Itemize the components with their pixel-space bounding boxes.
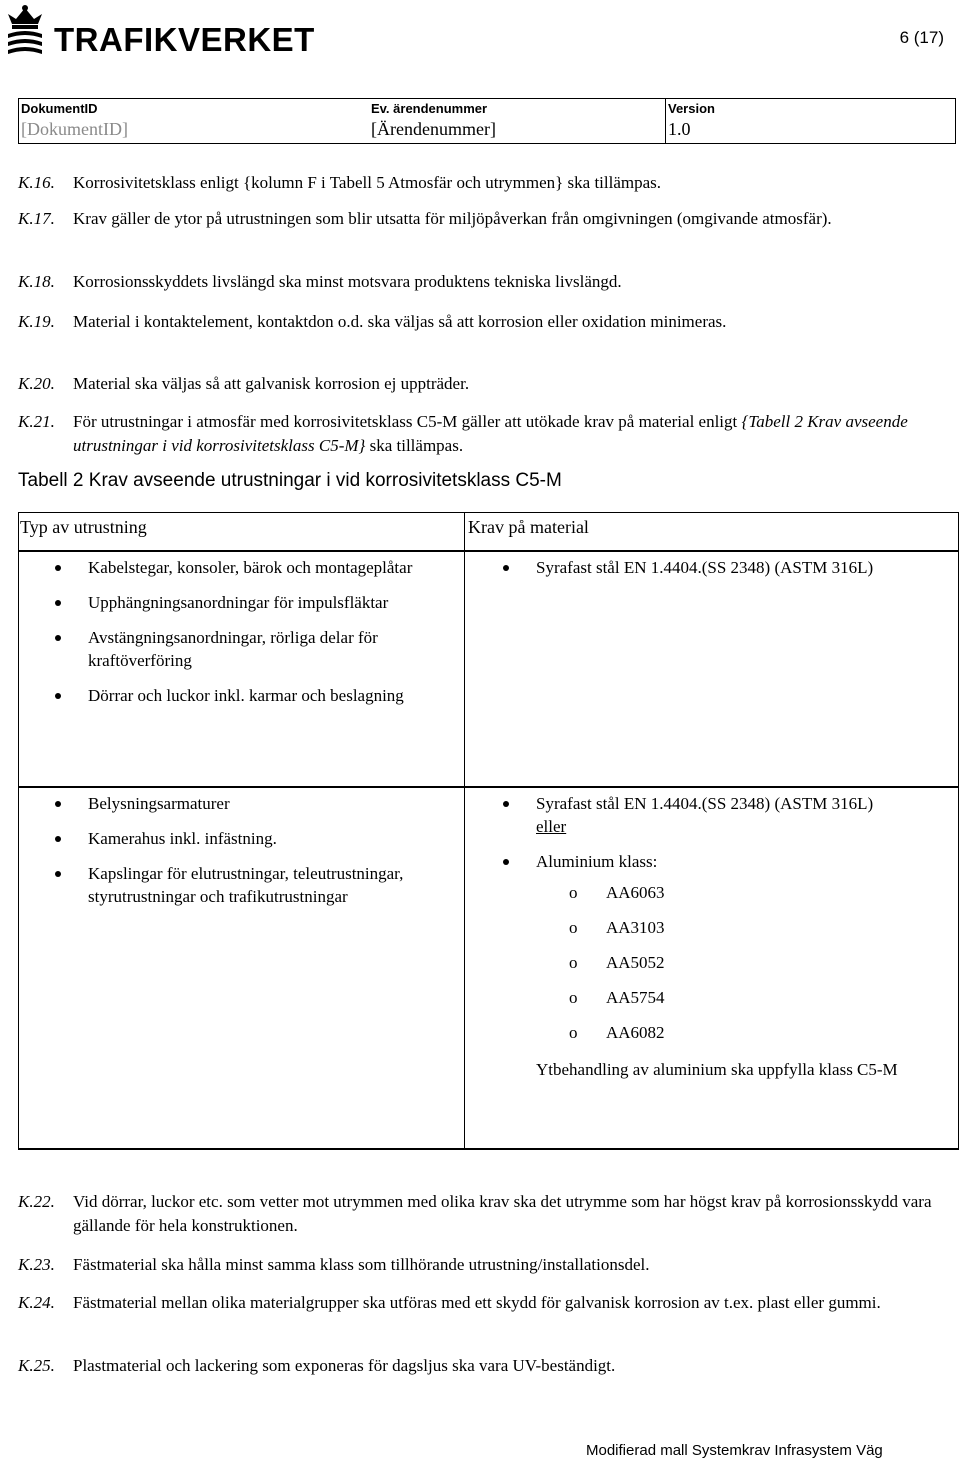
meta-version <box>665 99 956 143</box>
requirement-number: K.16. <box>18 173 55 192</box>
list-item: o AA3103 <box>569 918 665 937</box>
list-item: Kamerahus inkl. infästning. <box>18 827 464 850</box>
requirement-text: Plastmaterial och lackering som exponeras för dagsljus ska vara UV-beständigt. <box>73 1356 616 1375</box>
meta-doc-id-value: [DokumentID] <box>21 119 128 139</box>
requirement-number: K.24. <box>18 1293 55 1312</box>
bullet-icon <box>55 836 61 842</box>
surface-treatment-note: Ytbehandling av aluminium ska uppfylla klass C5-M <box>536 1060 898 1079</box>
bullet-icon <box>55 871 61 877</box>
requirement-number: K.20. <box>18 374 55 393</box>
row2-equipment-list <box>18 792 464 920</box>
meta-case-value: [Ärendenummer] <box>371 119 496 139</box>
row1-equipment-list <box>18 556 464 719</box>
list-item: Kabelstegar, konsoler, bärok och montageplåtar <box>18 556 464 579</box>
requirement-text: Fästmaterial ska hålla minst samma klass som tillhörande utrustning/installationsdel. <box>73 1255 650 1274</box>
column-header-equipment: Typ av utrustning <box>20 517 147 537</box>
requirement-text-part: ska tillämpas. <box>365 436 464 455</box>
material-requirements-table <box>18 512 959 1150</box>
trafikverket-logo <box>4 4 315 60</box>
list-item: o AA6082 <box>569 1023 665 1042</box>
requirement-number: K.18. <box>18 272 55 291</box>
requirement-number: K.25. <box>18 1356 55 1375</box>
meta-case-label: Ev. ärendenummer <box>371 101 488 116</box>
requirement-text: Vid dörrar, luckor etc. som vetter mot utrymmen med olika krav ska det utrymme som har högst krav på korrosionsskydd vara gällande för hela konstruktionen. <box>73 1192 932 1235</box>
meta-doc-id <box>19 99 369 143</box>
requirement-text: Krav gäller de ytor på utrustningen som blir utsatta för miljöpåverkan från omgivningen (omgivande atmosfär). <box>73 209 832 228</box>
list-item: Aluminium klass: o AA6063 o AA3103 o AA5052 o AA5754 o AA6082 <box>466 850 956 1044</box>
requirement-k18 <box>18 270 938 294</box>
row2-material-list <box>466 792 956 1056</box>
requirement-text-part: För utrustningar i atmosfär med korrosivitetsklass C5-M gäller att utökade krav på material enligt <box>73 412 742 431</box>
list-item: o AA5052 <box>569 953 665 972</box>
bullet-icon <box>55 801 61 807</box>
requirement-k22 <box>18 1190 938 1238</box>
row1-material-list <box>466 556 956 591</box>
bullet-icon <box>55 600 61 606</box>
bullet-icon <box>55 565 61 571</box>
table-caption: Tabell 2 Krav avseende utrustningar i vid korrosivitetsklass C5-M <box>18 470 562 491</box>
list-item: o AA5754 <box>569 988 665 1007</box>
requirement-k21 <box>18 410 938 458</box>
aluminium-class-list <box>536 881 956 1044</box>
logo-wordmark: TRAFIKVERKET <box>54 21 315 58</box>
list-item: Syrafast stål EN 1.4404.(SS 2348) (ASTM 316L) <box>466 556 956 579</box>
meta-version-label: Version <box>668 101 715 116</box>
footer-template-name: Modifierad mall Systemkrav Infrasystem Väg <box>586 1442 883 1459</box>
list-item: o AA6063 <box>569 883 665 902</box>
list-item: Syrafast stål EN 1.4404.(SS 2348) (ASTM 316L) eller <box>466 792 956 838</box>
requirement-text: Korrosionsskyddets livslängd ska minst motsvara produktens tekniska livslängd. <box>73 272 622 291</box>
circle-bullet-icon: o <box>569 953 578 972</box>
requirement-text <box>73 410 938 458</box>
circle-bullet-icon: o <box>569 988 578 1007</box>
requirement-k23 <box>18 1253 938 1277</box>
requirement-text: Fästmaterial mellan olika materialgrupper ska utföras med ett skydd för galvanisk korrosion av t.ex. plast eller gummi. <box>73 1293 881 1312</box>
meta-version-value: 1.0 <box>668 119 691 139</box>
requirement-number: K.21. <box>18 412 55 431</box>
list-item: Avstängningsanordningar, rörliga delar för kraftöverföring <box>18 626 464 672</box>
requirement-text: Material i kontaktelement, kontaktdon o.d. ska väljas så att korrosion eller oxidation minimeras. <box>73 312 727 331</box>
document-meta-table <box>18 98 956 144</box>
requirement-number: K.22. <box>18 1192 55 1211</box>
requirement-number: K.23. <box>18 1255 55 1274</box>
requirement-k17 <box>18 207 938 231</box>
bullet-icon <box>503 565 509 571</box>
list-item: Dörrar och luckor inkl. karmar och beslagning <box>18 684 464 707</box>
list-item: Kapslingar för elutrustningar, teleutrustningar, styrutrustningar och trafikutrustningar <box>18 862 464 908</box>
or-label: eller <box>536 817 567 836</box>
bullet-icon <box>55 635 61 641</box>
bullet-icon <box>55 693 61 699</box>
list-item: Belysningsarmaturer <box>18 792 464 815</box>
requirement-k24 <box>18 1291 938 1315</box>
list-item: Upphängningsanordningar för impulsfläktar <box>18 591 464 614</box>
requirement-k16 <box>18 171 938 195</box>
bullet-icon <box>503 801 509 807</box>
page-number: 6 (17) <box>899 28 944 47</box>
requirement-k19 <box>18 310 938 334</box>
requirement-text: Material ska väljas så att galvanisk korrosion ej uppträder. <box>73 374 470 393</box>
circle-bullet-icon: o <box>569 918 578 937</box>
column-header-material: Krav på material <box>468 517 589 537</box>
meta-case-number <box>369 99 666 143</box>
requirement-number: K.17. <box>18 209 55 228</box>
circle-bullet-icon: o <box>569 1023 578 1042</box>
circle-bullet-icon: o <box>569 883 578 902</box>
requirement-k20 <box>18 372 938 396</box>
requirement-k25 <box>18 1354 938 1378</box>
table-reference-link: {Tabell 2 Krav avseende utrustningar i vid korrosivitetsklass C5-M} <box>73 412 908 455</box>
requirement-text: Korrosivitetsklass enligt {kolumn F i Tabell 5 Atmosfär och utrymmen} ska tillämpas. <box>73 173 662 192</box>
bullet-icon <box>503 859 509 865</box>
requirement-number: K.19. <box>18 312 55 331</box>
meta-doc-id-label: DokumentID <box>21 101 98 116</box>
crown-emblem-icon <box>4 4 46 60</box>
